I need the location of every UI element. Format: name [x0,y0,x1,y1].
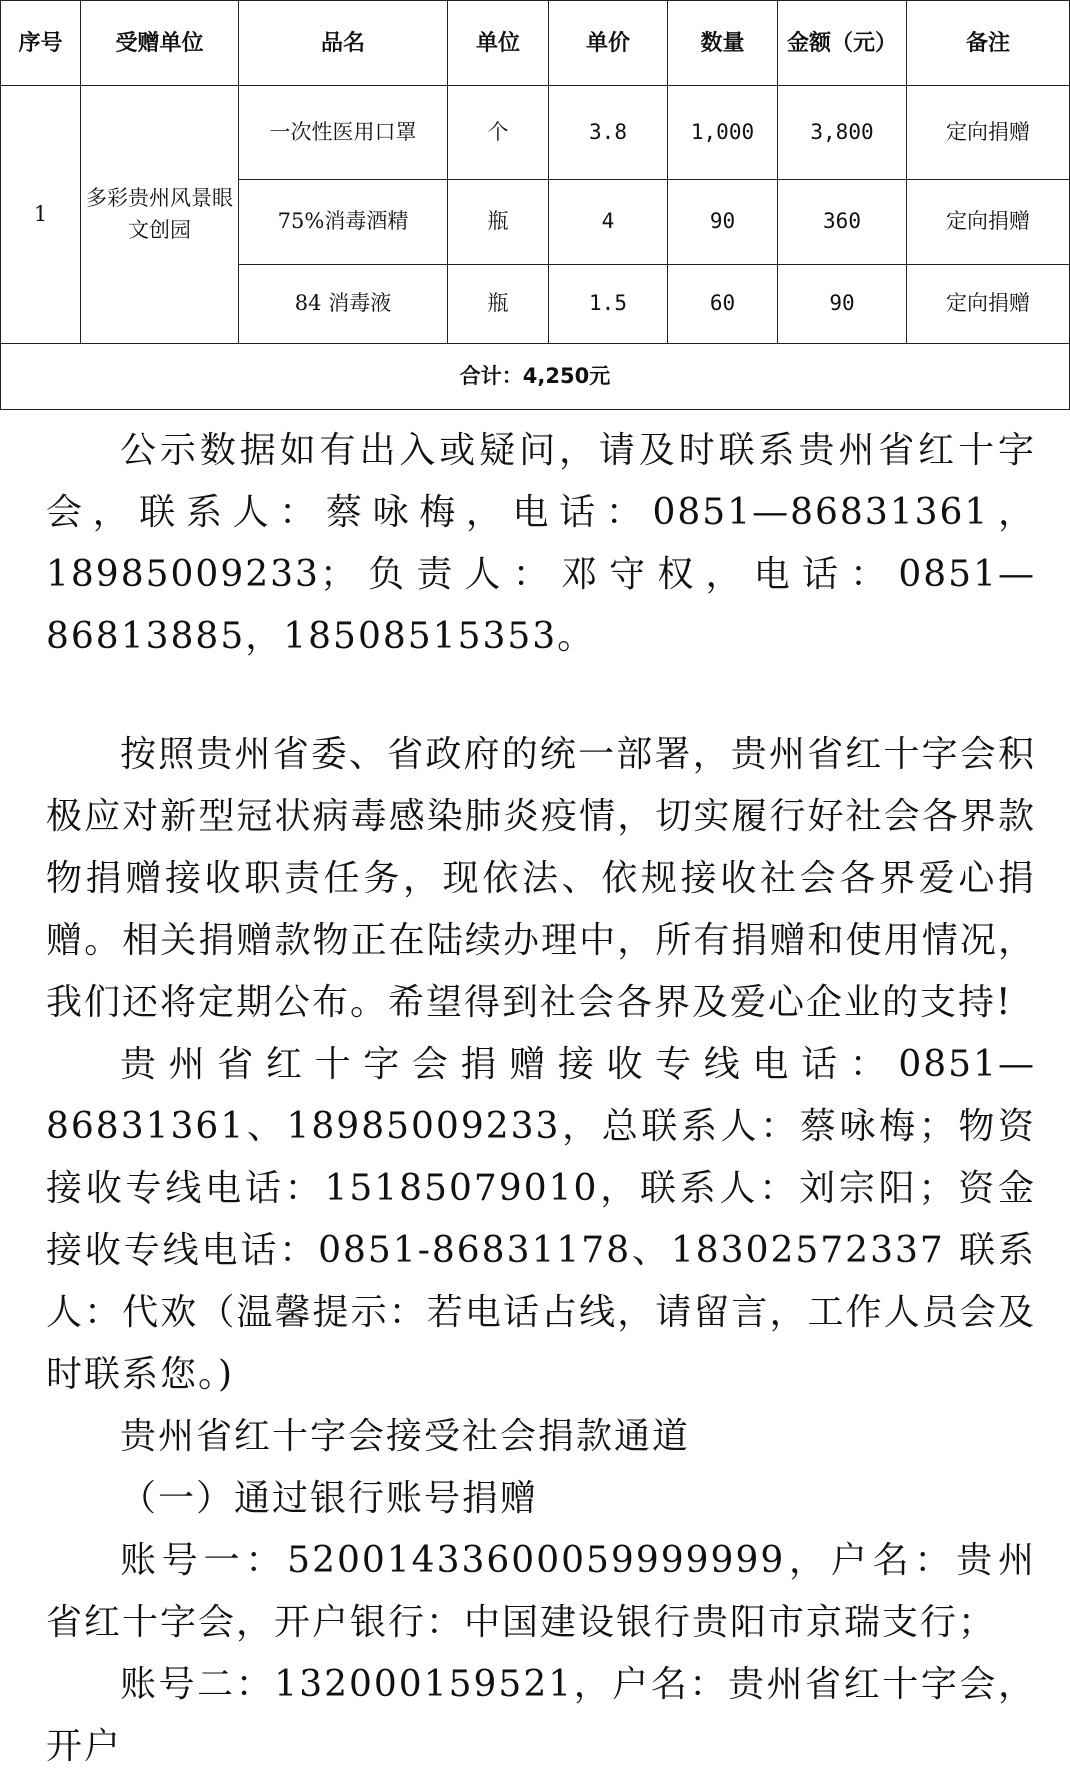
header-amount: 金额（元） [778,1,907,86]
donation-table [0,0,1070,410]
header-item: 品名 [239,1,448,86]
bank-account-one: 账号一：52001433600059999999，户名：贵州省红十字会，开户银行：中国建设银行贵阳市京瑞支行； [46,1540,1036,1643]
header-price: 单价 [549,1,668,86]
table-header-row [1,1,1070,86]
header-note: 备注 [907,1,1070,86]
item-cell: 75%消毒酒精 [239,180,448,265]
header-quantity: 数量 [668,1,778,86]
item-cell: 84 消毒液 [239,265,448,344]
hotline-paragraph: 贵州省红十字会捐赠接收专线电话：0851—86831361、18985009233，总联系人：蔡咏梅；物资接收专线电话：15185079010，联系人：刘宗阳；资金接收专线电话：0851-86831178、18302572337 联系人：代欢（温馨提示：若电话占线，请留言，工作人员会及时联系您。) [46,1044,1036,1395]
price-cell: 4 [549,180,668,265]
amount-cell: 90 [778,265,907,344]
bank-section-heading: （一）通过银行账号捐赠 [120,1478,539,1519]
header-recipient: 受赠单位 [81,1,239,86]
item-cell: 一次性医用口罩 [239,86,448,180]
row-index-cell: 1 [1,86,81,344]
unit-cell: 个 [448,86,549,180]
contact-paragraph: 公示数据如有出入或疑问，请及时联系贵州省红十字会，联系人：蔡咏梅，电话：0851—86831361，18985009233；负责人：邓守权，电话：0851—86813885，18508515353。 [46,430,1036,657]
bank-account-two: 账号二：132000159521，户名：贵州省红十字会，开户 [46,1664,1036,1767]
note-cell: 定向捐赠 [907,86,1070,180]
header-index: 序号 [1,1,81,86]
quantity-cell: 60 [668,265,778,344]
body-text [46,420,1036,1778]
header-unit: 单位 [448,1,549,86]
unit-cell: 瓶 [448,180,549,265]
price-cell: 3.8 [549,86,668,180]
quantity-cell: 1,000 [668,86,778,180]
quantity-cell: 90 [668,180,778,265]
amount-cell: 3,800 [778,86,907,180]
note-cell: 定向捐赠 [907,265,1070,344]
announcement-paragraph: 按照贵州省委、省政府的统一部署，贵州省红十字会积极应对新型冠状病毒感染肺炎疫情，切实履行好社会各界款物捐赠接收职责任务，现依法、依规接收社会各界爱心捐赠。相关捐赠款物正在陆续办理中，所有捐赠和使用情况，我们还将定期公布。希望得到社会各界及爱心企业的支持! [46,734,1036,1023]
note-cell: 定向捐赠 [907,180,1070,265]
amount-cell: 360 [778,180,907,265]
total-amount: 合计：4,250元 [1,344,1070,410]
recipient-cell: 多彩贵州风景眼文创园 [81,86,239,344]
table-row [1,86,1070,180]
total-row [1,344,1070,410]
unit-cell: 瓶 [448,265,549,344]
price-cell: 1.5 [549,265,668,344]
donation-channel-heading: 贵州省红十字会接受社会捐款通道 [120,1416,691,1457]
